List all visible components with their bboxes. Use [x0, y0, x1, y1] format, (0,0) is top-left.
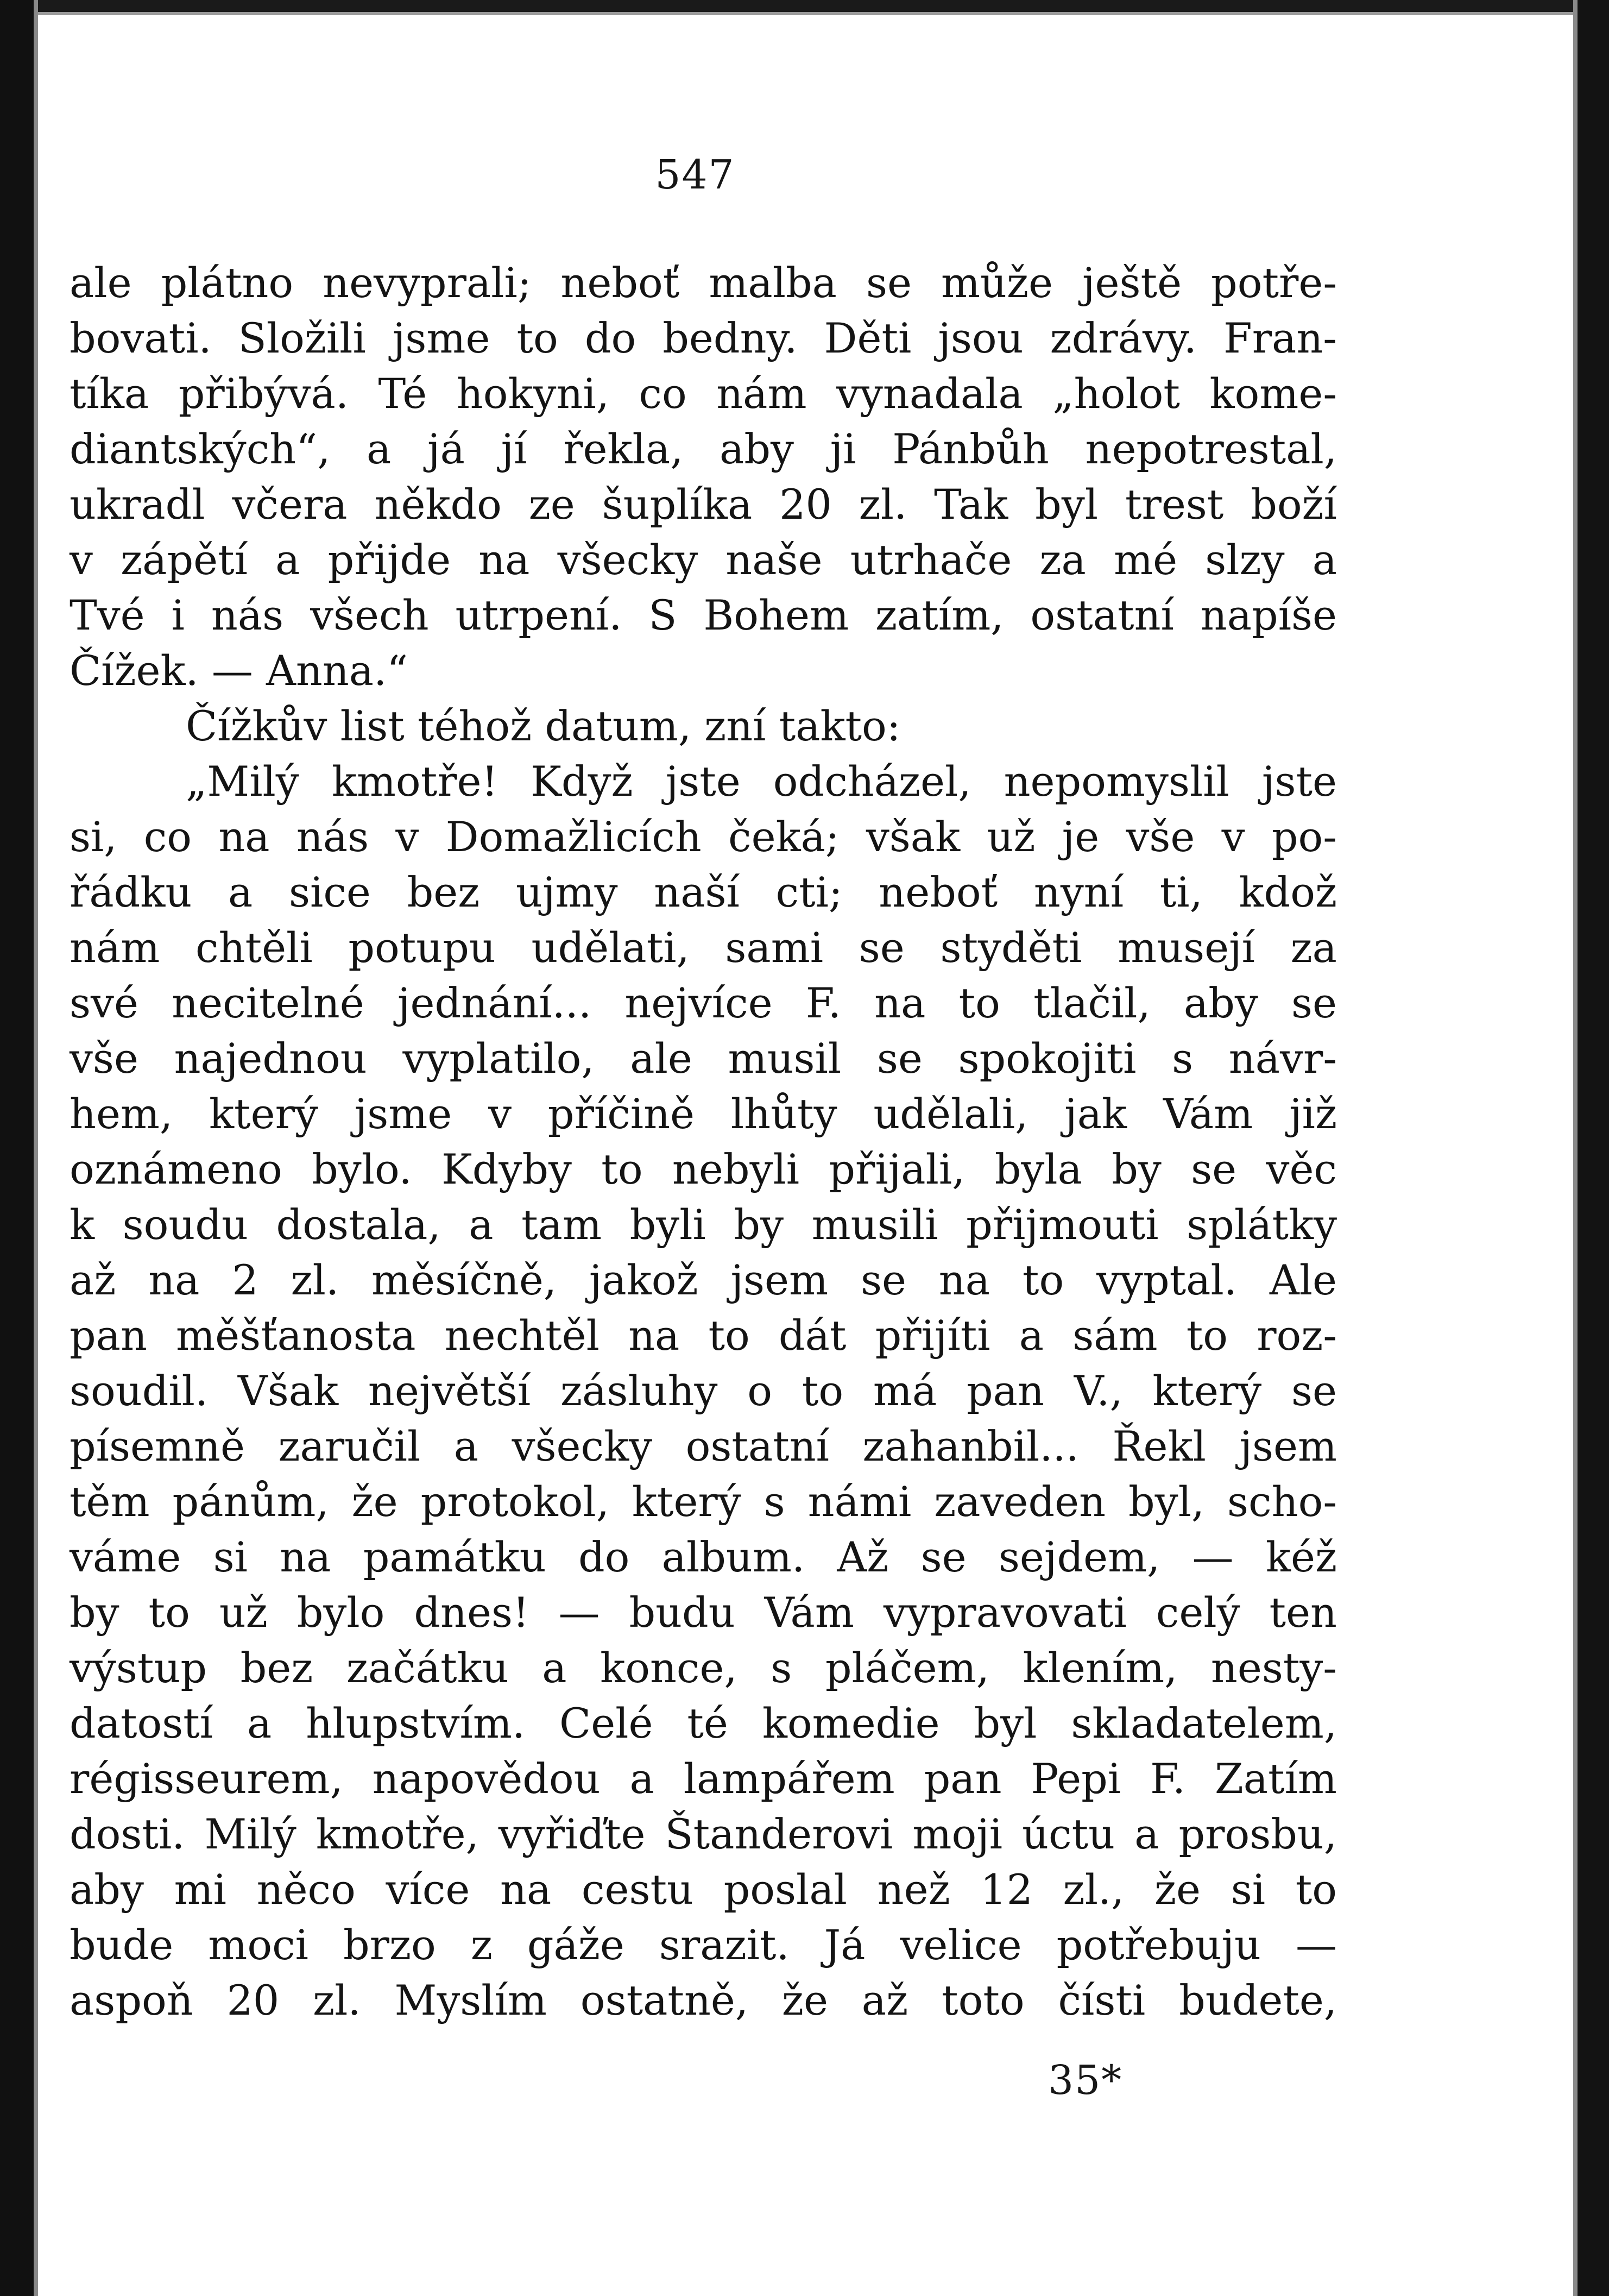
text-line: až na 2 zl. měsíčně, jakož jsem se na to vyptal. Ale: [70, 1256, 1337, 1304]
text-line: váme si na památku do album. Až se sejdem, — kéž: [70, 1533, 1337, 1581]
text-line: datostí a hlupstvím. Celé té komedie byl skladatelem,: [70, 1699, 1337, 1747]
text-line: si, co na nás v Domažlicích čeká; však už je vše v po-: [70, 813, 1337, 861]
scan-edge-top: [0, 0, 1609, 12]
text-line: výstup bez začátku a konce, s pláčem, klením, nesty-: [70, 1644, 1337, 1692]
text-line: pan měšťanosta nechtěl na to dát přijíti a sám to roz-: [70, 1311, 1337, 1360]
text-line: diantských“, a já jí řekla, aby ji Pánbůh nepotrestal,: [70, 425, 1337, 473]
scan-edge-top-shadow: [0, 12, 1609, 15]
text-line: dosti. Milý kmotře, vyřiďte Štanderovi moji úctu a prosbu,: [70, 1810, 1337, 1858]
text-line: „Milý kmotře! Když jste odcházel, nepomyslil jste: [186, 757, 1337, 806]
text-line: v zápětí a přijde na všecky naše utrhače za mé slzy a: [70, 536, 1337, 584]
text-line: své necitelné jednání... nejvíce F. na to tlačil, aby se: [70, 979, 1337, 1027]
scan-edge-left: [0, 0, 34, 2296]
text-line: ale plátno nevyprali; neboť malba se může ještě potře-: [70, 259, 1337, 307]
text-line: Tvé i nás všech utrpení. S Bohem zatím, ostatní napíše: [70, 591, 1337, 639]
text-line: těm pánům, že protokol, který s námi zaveden byl, scho-: [70, 1477, 1337, 1526]
text-line: k soudu dostala, a tam byli by musili přijmouti splátky: [70, 1200, 1337, 1249]
text-line: nám chtěli potupu udělati, sami se styděti musejí za: [70, 923, 1337, 972]
text-line: Čížkův list téhož datum, zní takto:: [186, 702, 901, 750]
printer-signature-mark: 35*: [1048, 2057, 1123, 2104]
text-line: Čížek. — Anna.“: [70, 646, 408, 695]
text-line: písemně zaručil a všecky ostatní zahanbil... Řekl jsem: [70, 1422, 1337, 1470]
text-line: aby mi něco více na cestu poslal než 12 zl., že si to: [70, 1865, 1337, 1914]
text-line: vše najednou vyplatilo, ale musil se spokojiti s návr-: [70, 1034, 1337, 1083]
text-line: by to už bylo dnes! — budu Vám vypravovati celý ten: [70, 1588, 1337, 1637]
text-line: hem, který jsme v příčině lhůty udělali, jak Vám již: [70, 1090, 1337, 1138]
text-line: bude moci brzo z gáže srazit. Já velice potřebuju —: [70, 1921, 1337, 1969]
scan-edge-left-shadow: [34, 0, 38, 2296]
page-number: 547: [655, 152, 735, 198]
text-line: bovati. Složili jsme to do bedny. Děti jsou zdrávy. Fran-: [70, 314, 1337, 362]
text-line: régisseurem, napovědou a lampářem pan Pepi F. Zatím: [70, 1754, 1337, 1803]
text-line: ukradl včera někdo ze šuplíka 20 zl. Tak byl trest boží: [70, 480, 1337, 529]
text-line: řádku a sice bez ujmy naší cti; neboť nyní ti, kdož: [70, 868, 1337, 916]
text-line: oznámeno bylo. Kdyby to nebyli přijali, byla by se věc: [70, 1145, 1337, 1193]
text-line: tíka přibývá. Té hokyni, co nám vynadala „holot kome-: [70, 369, 1337, 418]
text-line: soudil. Však největší zásluhy o to má pan V., který se: [70, 1367, 1337, 1415]
text-line: aspoň 20 zl. Myslím ostatně, že až toto čísti budete,: [70, 1976, 1337, 2024]
scan-edge-right: [1578, 0, 1609, 2296]
scan-edge-right-shadow: [1573, 0, 1578, 2296]
